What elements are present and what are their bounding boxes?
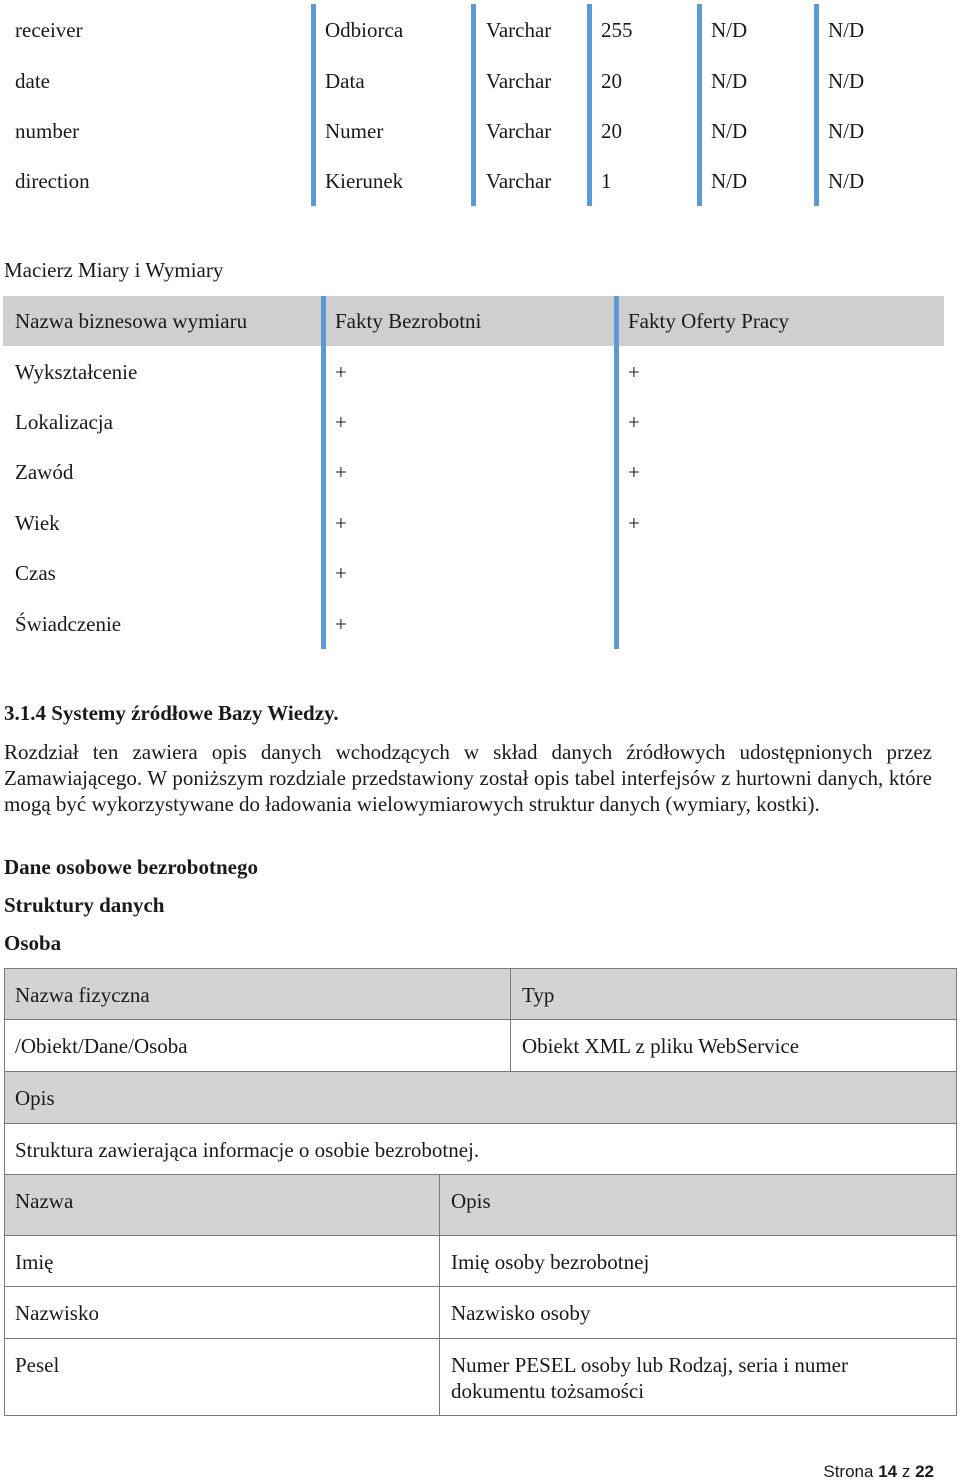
mark-oferty: + <box>628 360 640 384</box>
header-type: Typ <box>522 983 555 1007</box>
mark-oferty: + <box>628 460 640 484</box>
field-col6: N/D <box>828 69 865 93</box>
field-col5: N/D <box>711 119 748 143</box>
header-name: Nazwa <box>15 1189 74 1213</box>
field-length: 20 <box>601 119 622 143</box>
field-type: Varchar <box>486 169 552 193</box>
table-cell <box>4 1071 957 1124</box>
subheading-osoba: Osoba <box>4 931 62 955</box>
field-col6: N/D <box>828 169 865 193</box>
current-page: 14 <box>878 1462 898 1481</box>
matrix-title: Macierz Miary i Wymiary <box>4 258 224 282</box>
section-heading: 3.1.4 Systemy źródłowe Bazy Wiedzy. <box>4 701 339 725</box>
matrix-header-oferty: Fakty Oferty Pracy <box>628 309 789 333</box>
table-cell <box>439 1174 957 1236</box>
total-pages: 22 <box>915 1462 934 1481</box>
attribute-name: Pesel <box>15 1353 60 1377</box>
dimension-name: Wiek <box>15 511 60 535</box>
subheading-dane-osobowe: Dane osobowe bezrobotnego <box>4 855 258 879</box>
mark-bezrobotni: + <box>335 460 347 484</box>
field-label: Kierunek <box>325 169 404 193</box>
page-number <box>823 1462 934 1482</box>
field-length: 20 <box>601 69 622 93</box>
attribute-description-cont: dokumentu tożsamości <box>451 1379 645 1403</box>
dimension-name: Zawód <box>15 460 74 484</box>
column-divider <box>321 296 326 649</box>
field-name: direction <box>15 169 90 193</box>
mark-bezrobotni: + <box>335 612 347 636</box>
field-name: date <box>15 69 50 93</box>
field-col6: N/D <box>828 119 865 143</box>
field-col5: N/D <box>711 18 748 42</box>
attribute-name: Imię <box>15 1250 54 1274</box>
field-col5: N/D <box>711 169 748 193</box>
field-type: Varchar <box>486 18 552 42</box>
column-divider <box>697 4 702 206</box>
mark-bezrobotni: + <box>335 360 347 384</box>
matrix-header-dimension: Nazwa biznesowa wymiaru <box>15 309 248 333</box>
field-type: Varchar <box>486 69 552 93</box>
description-value: Struktura zawierająca informacje o osobie bezrobotnej. <box>15 1138 480 1162</box>
field-label: Numer <box>325 119 384 143</box>
field-label: Data <box>325 69 365 93</box>
field-col5: N/D <box>711 69 748 93</box>
header-opis: Opis <box>451 1189 491 1213</box>
page-prefix: Strona <box>823 1462 874 1481</box>
table-cell <box>4 1338 440 1416</box>
dimension-name: Lokalizacja <box>15 410 113 434</box>
attribute-description: Numer PESEL osoby lub Rodzaj, seria i numer <box>451 1353 848 1377</box>
field-name: number <box>15 119 80 143</box>
attribute-description: Nazwisko osoby <box>451 1301 591 1325</box>
mark-oferty: + <box>628 511 640 535</box>
mark-bezrobotni: + <box>335 561 347 585</box>
field-name: receiver <box>15 18 83 42</box>
type-value: Obiekt XML z pliku WebService <box>522 1034 800 1058</box>
page-separator: z <box>901 1462 911 1481</box>
field-type: Varchar <box>486 119 552 143</box>
column-divider <box>614 296 619 649</box>
section-paragraph: Rozdział ten zawiera opis danych wchodzących w skład danych źródłowych udostępnionych przez Zamawiającego. W poniższym rozdziale przedstawiony został opis tabel interfejsów z hurtowni danych, które mogą być wykorzystywane do ładowania wielowymiarowych struktur danych (wymiary, kostki). <box>4 740 932 816</box>
mark-bezrobotni: + <box>335 410 347 434</box>
subheading-struktury: Struktury danych <box>4 893 165 917</box>
dimension-name: Wykształcenie <box>15 360 138 384</box>
dimension-name: Świadczenie <box>15 612 122 636</box>
mark-oferty: + <box>628 410 640 434</box>
table-cell <box>439 1338 957 1416</box>
field-length: 1 <box>601 169 612 193</box>
mark-bezrobotni: + <box>335 511 347 535</box>
table-cell <box>510 968 957 1020</box>
column-divider <box>471 4 476 206</box>
column-divider <box>814 4 819 206</box>
physical-name-value: /Obiekt/Dane/Osoba <box>15 1034 188 1058</box>
table-cell <box>4 1235 440 1287</box>
column-divider <box>311 4 316 206</box>
field-length: 255 <box>601 18 633 42</box>
matrix-header-bezrobotni: Fakty Bezrobotni <box>335 309 482 333</box>
header-physical-name: Nazwa fizyczna <box>15 983 150 1007</box>
header-description: Opis <box>15 1086 55 1110</box>
field-col6: N/D <box>828 18 865 42</box>
column-divider <box>587 4 592 206</box>
attribute-description: Imię osoby bezrobotnej <box>451 1250 650 1274</box>
attribute-name: Nazwisko <box>15 1301 99 1325</box>
field-label: Odbiorca <box>325 18 404 42</box>
dimension-name: Czas <box>15 561 56 585</box>
